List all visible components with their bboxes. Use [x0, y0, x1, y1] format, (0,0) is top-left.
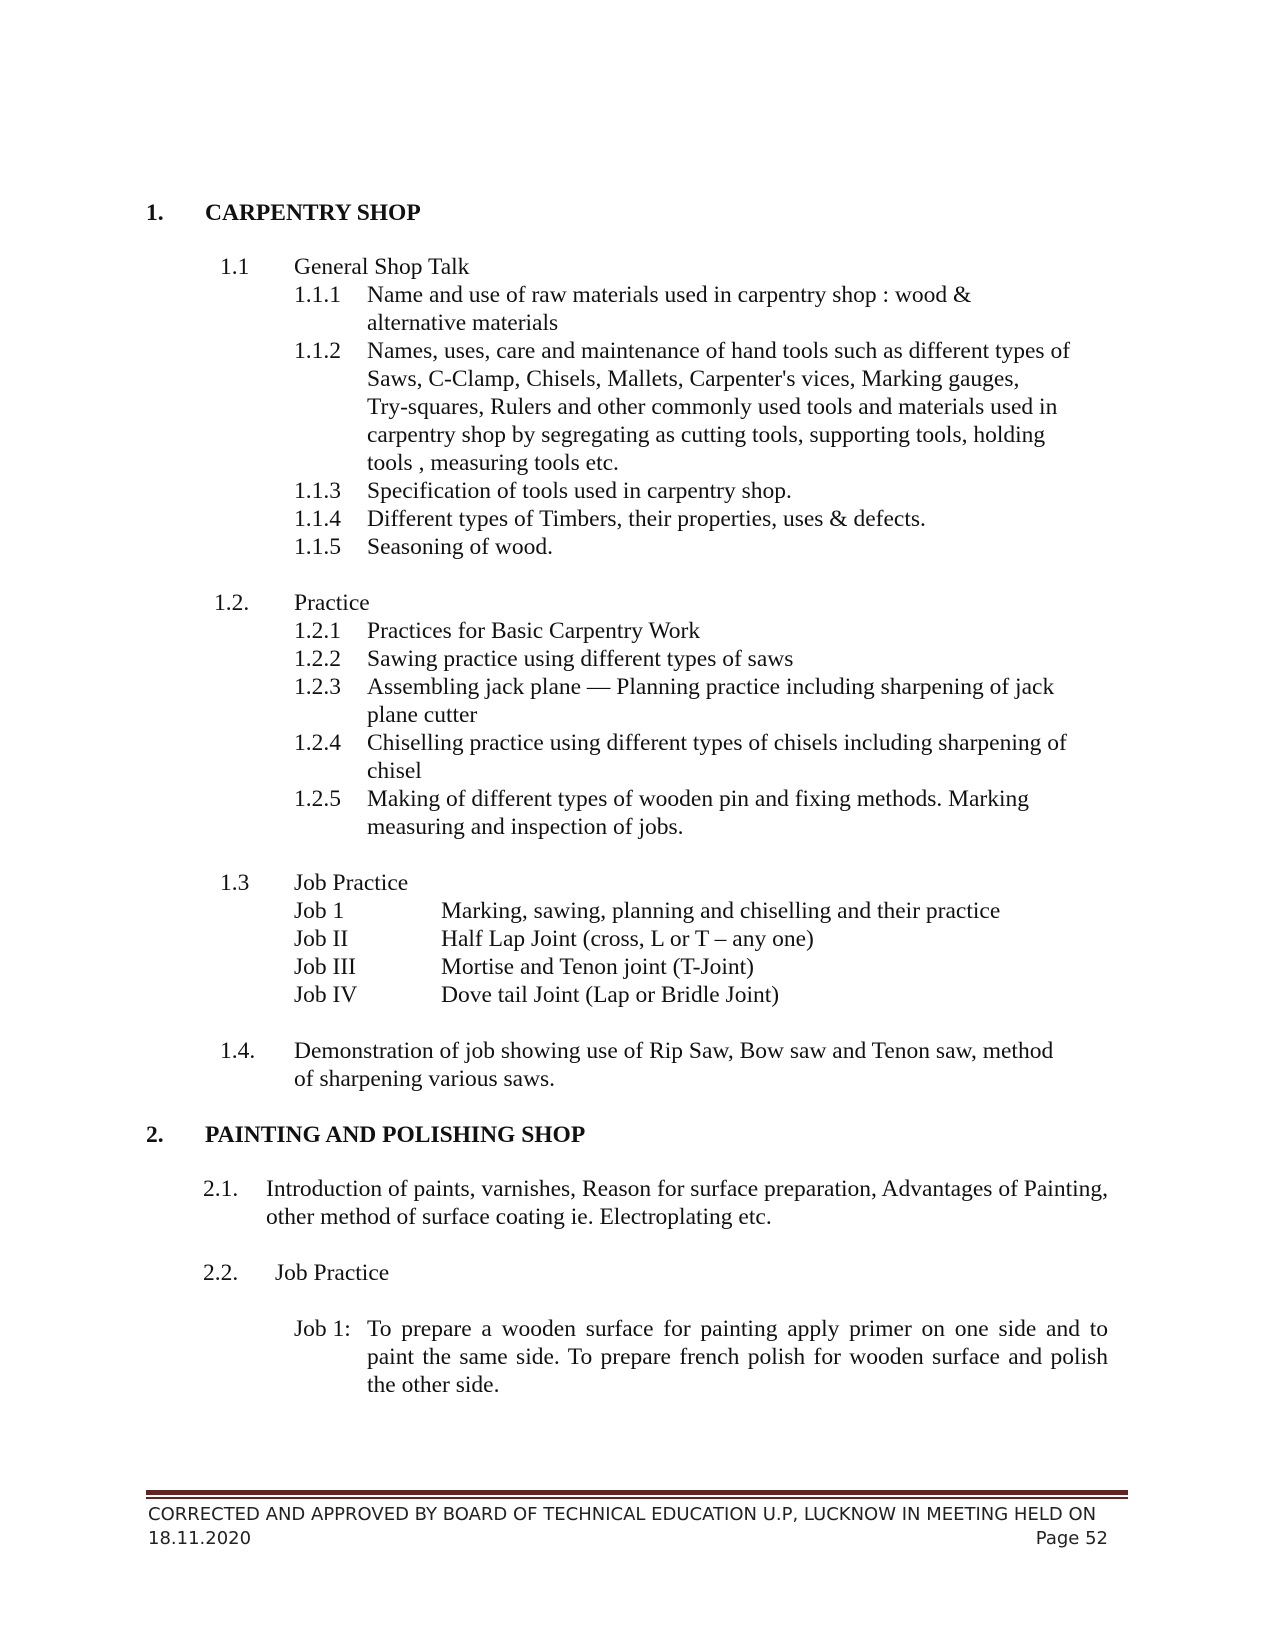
job-description: Marking, sawing, planning and chiselling and their practice: [441, 898, 1001, 924]
section-number: 2.: [146, 1122, 164, 1148]
item-text: Names, uses, care and maintenance of hand tools such as different types of: [367, 338, 1071, 364]
job-description: Half Lap Joint (cross, L or T – any one): [441, 926, 814, 952]
item-text: Saws, C-Clamp, Chisels, Mallets, Carpenter's vices, Marking gauges,: [367, 366, 1020, 392]
item-text: Different types of Timbers, their properties, uses & defects.: [367, 506, 926, 532]
job-description: Mortise and Tenon joint (T-Joint): [441, 954, 754, 980]
subsection-number: 2.2.: [203, 1260, 239, 1286]
section-title: CARPENTRY SHOP: [205, 200, 421, 226]
subsection-title: Job Practice: [294, 870, 409, 896]
subsection-number: 2.1.: [203, 1176, 239, 1202]
subsection-title: General Shop Talk: [294, 254, 470, 280]
item-text: Try-squares, Rulers and other commonly used tools and materials used in: [367, 394, 1058, 420]
item-number: 1.2.1: [294, 618, 341, 644]
job-label: Job IV: [294, 982, 358, 1008]
job-description: Dove tail Joint (Lap or Bridle Joint): [441, 982, 780, 1008]
job-label: Job III: [294, 954, 356, 980]
item-number: 1.2.3: [294, 674, 341, 700]
footer-date: 18.11.2020: [148, 1528, 252, 1549]
item-text: Seasoning of wood.: [367, 534, 554, 560]
item-number: 1.1.4: [294, 506, 341, 532]
footer-approval-text: CORRECTED AND APPROVED BY BOARD OF TECHNICAL EDUCATION U.P, LUCKNOW IN MEETING HELD ON: [148, 1504, 1097, 1525]
subsection-title: Job Practice: [275, 1260, 390, 1286]
item-text: Name and use of raw materials used in carpentry shop : wood &: [367, 282, 972, 308]
item-text: Assembling jack plane — Planning practice including sharpening of jack: [367, 674, 1055, 700]
job-label: Job II: [294, 926, 349, 952]
subsection-number: 1.3: [220, 870, 250, 896]
subsection-number: 1.2.: [214, 590, 250, 616]
item-text: chisel: [367, 758, 422, 784]
subsection-number: 1.4.: [220, 1038, 256, 1064]
item-number: 1.2.5: [294, 786, 341, 812]
subsection-title: Practice: [294, 590, 370, 616]
item-number: 1.2.2: [294, 646, 341, 672]
item-number: 1.1.3: [294, 478, 341, 504]
section-number: 1.: [146, 200, 164, 226]
job-label: Job 1: [294, 898, 345, 924]
item-text: Practices for Basic Carpentry Work: [367, 618, 701, 644]
subsection-text: Introduction of paints, varnishes, Reason for surface preparation, Advantages of Painting, other method of surface coating ie. Electroplating etc.: [266, 1176, 1108, 1230]
item-text: Specification of tools used in carpentry shop.: [367, 478, 792, 504]
item-number: 1.2.4: [294, 730, 341, 756]
item-text: carpentry shop by segregating as cutting tools, supporting tools, holding: [367, 422, 1046, 448]
item-text: Making of different types of wooden pin and fixing methods. Marking: [367, 786, 1030, 812]
subsection-number: 1.1: [220, 254, 250, 280]
job-label: Job 1:: [294, 1316, 351, 1342]
item-text: plane cutter: [367, 702, 478, 728]
item-text: measuring and inspection of jobs.: [367, 814, 684, 840]
section-title: PAINTING AND POLISHING SHOP: [205, 1122, 586, 1148]
item-text: alternative materials: [367, 310, 559, 336]
item-text: Chiselling practice using different types of chisels including sharpening of: [367, 730, 1067, 756]
item-text: tools , measuring tools etc.: [367, 450, 619, 476]
job-description: To prepare a wooden surface for painting apply primer on one side and to paint the same side. To prepare french polish for wooden surface and polish the other side.: [367, 1316, 1108, 1398]
footer-rule-thin: [146, 1497, 1128, 1499]
item-number: 1.1.5: [294, 534, 341, 560]
item-number: 1.1.1: [294, 282, 341, 308]
item-text: Sawing practice using different types of saws: [367, 646, 794, 672]
item-number: 1.1.2: [294, 338, 341, 364]
page-number: Page 52: [1035, 1528, 1108, 1549]
subsection-text: Demonstration of job showing use of Rip Saw, Bow saw and Tenon saw, method: [294, 1038, 1054, 1064]
footer-rule-thick: [146, 1490, 1128, 1495]
subsection-text: of sharpening various saws.: [294, 1066, 556, 1092]
